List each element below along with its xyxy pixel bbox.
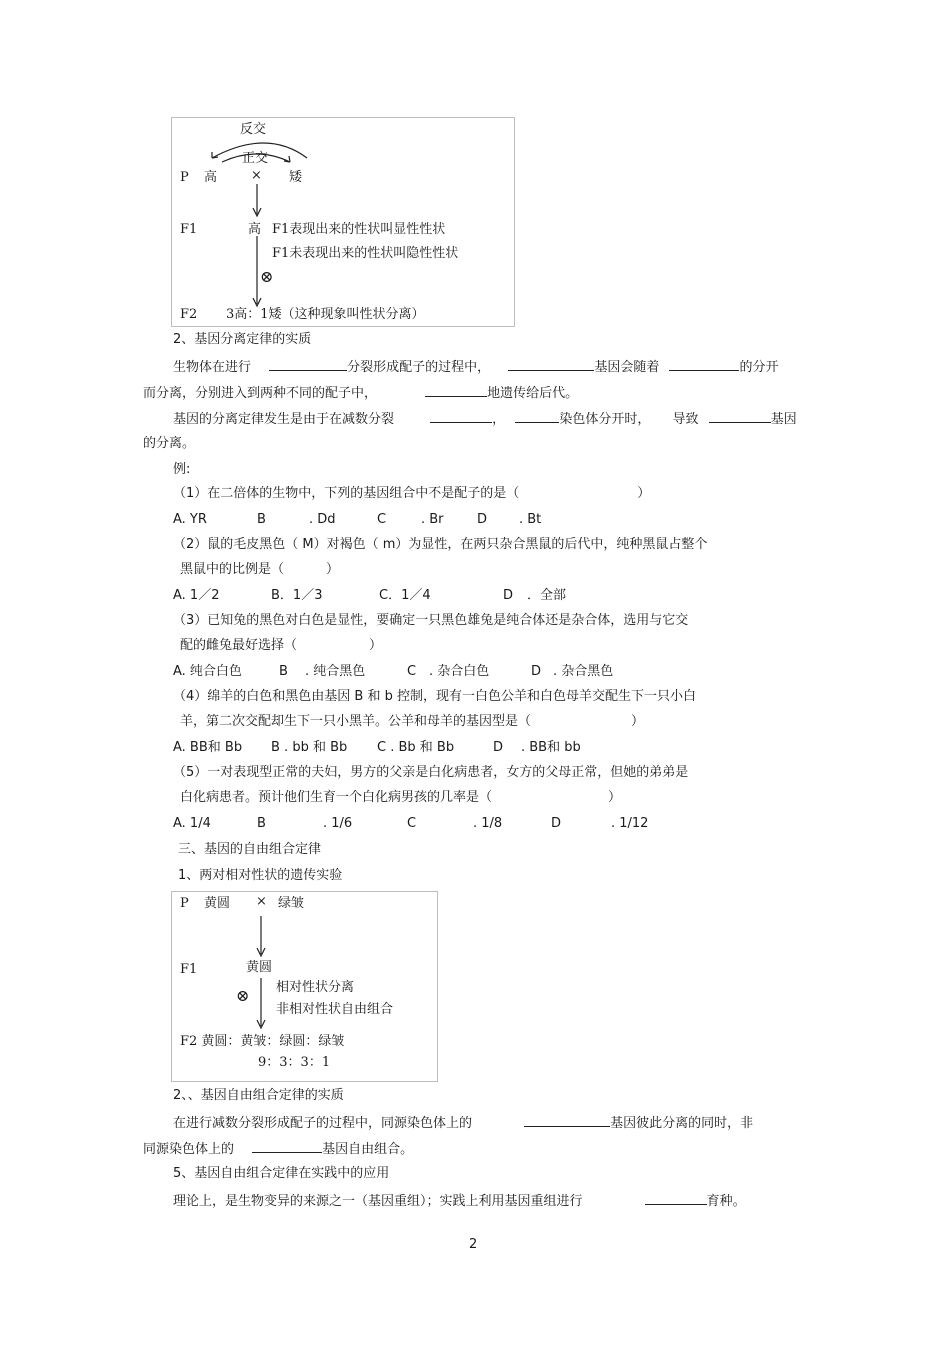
question-3-stem: （3）已知兔的黑色对白色是显性，要确定一只黑色雄兔是纯合体还是杂合体，选用与它交	[173, 613, 689, 628]
figure-dihybrid-cross	[171, 891, 438, 1082]
f2-ratio: 9：3：3：1	[258, 1055, 331, 1070]
question-1-stem: （1）在二倍体的生物中，下列的基因组合中不是配子的是（ ）	[173, 486, 651, 501]
free-combination-note: 非相对性状自由组合	[276, 1002, 394, 1017]
question-5-stem-cont: 白化病患者。预计他们生育一个白化病男孩的几率是（ ）	[180, 790, 622, 805]
application-paragraph: 理论上，是生物变异的来源之一（基因重组）；实践上利用基因重组进行 育种。	[173, 1194, 746, 1209]
question-4-stem: （4）绵羊的白色和黑色由基因 B 和 b 控制，现有一白色公羊和白色母羊交配生下一只小白	[173, 689, 696, 704]
blank-5[interactable]	[430, 410, 492, 423]
section-heading-independent-assortment: 三、基因的自由组合定律	[178, 842, 322, 857]
page-number: 2	[469, 1237, 478, 1252]
example-label: 例:	[173, 462, 191, 477]
p-generation-label: P	[180, 896, 189, 911]
question-2-stem-cont: 黑鼠中的比例是（ ）	[180, 562, 340, 577]
assortment-paragraph-1-cont: 同源染色体上的 基因自由组合。	[143, 1142, 414, 1157]
question-2-stem: （2）鼠的毛皮黑色（ M）对褐色（ m）为显性，在两只杂合黑鼠的后代中，纯种黑鼠占整个	[173, 537, 708, 552]
cross-symbol: ×	[256, 894, 267, 909]
blank-6[interactable]	[515, 410, 559, 423]
blank-2[interactable]	[508, 358, 594, 371]
f1-yellow-round: 黄圆	[246, 960, 273, 975]
segregation-paragraph-2-cont: 的分离。	[143, 436, 196, 451]
question-3-options: A. 纯合白色 B . 纯合黑色 C . 杂合白色 D . 杂合黑色	[173, 664, 614, 679]
f2-generation-label: F2	[180, 307, 198, 322]
f2-ratio: 3高：1矮（这种现象叫性状分离）	[226, 307, 425, 322]
selfing-symbol: ⊗	[260, 267, 274, 286]
f1-generation-label: F1	[180, 962, 198, 977]
question-4-options: A. BB和 Bb B . bb 和 Bb C . Bb 和 Bb D . BB和 bb	[173, 740, 581, 755]
blank-3[interactable]	[669, 358, 739, 371]
figure-monohybrid-cross	[171, 117, 515, 327]
blank-4[interactable]	[425, 384, 487, 397]
f1-tall: 高	[248, 222, 262, 237]
direct-cross-label: 正交	[242, 151, 269, 166]
segregation-paragraph-1: 生物体在进行 分裂形成配子的过程中， 基因会随着 的分开	[173, 360, 779, 375]
p-generation-label: P	[180, 170, 189, 185]
f2-phenotypes: F2 黄圆：黄皱：绿圆：绿皱	[180, 1034, 345, 1049]
blank-10[interactable]	[645, 1192, 707, 1205]
section-heading-application: 5、基因自由组合定律在实践中的应用	[173, 1166, 390, 1181]
yellow-round-parent: 黄圆	[204, 896, 231, 911]
blank-1[interactable]	[269, 358, 347, 371]
question-2-options: A. 1／2 B．1／3 C．1／4 D ．全部	[173, 588, 567, 603]
cross-symbol: ×	[251, 168, 262, 183]
question-1-options: A. YR B . Dd C . Br D . Bt	[173, 512, 542, 527]
f1-generation-label: F1	[180, 222, 198, 237]
question-3-stem-cont: 配的雌兔最好选择（ ）	[180, 638, 383, 653]
section-heading-assortment-essence: 2、、基因自由组合定律的实质	[173, 1088, 344, 1103]
segregation-paragraph-1-cont: 而分离，分别进入到两种不同的配子中， 地遗传给后代。	[143, 386, 579, 401]
short-parent: 矮	[289, 170, 303, 185]
tall-parent: 高	[204, 170, 218, 185]
reciprocal-cross-label: 反交	[240, 122, 267, 137]
recessive-note: F1未表现出来的性状叫隐性性状	[272, 246, 459, 261]
section-heading-segregation: 2、基因分离定律的实质	[173, 332, 312, 347]
assortment-paragraph-1: 在进行减数分裂形成配子的过程中，同源染色体上的 基因彼此分离的同时，非	[173, 1116, 754, 1131]
green-wrinkled-parent: 绿皱	[278, 896, 305, 911]
question-5-options: A. 1/4 B . 1/6 C . 1/8 D . 1/12	[173, 816, 649, 831]
question-4-stem-cont: 羊，第二次交配却生下一只小黑羊。公羊和母羊的基因型是（ ）	[180, 714, 645, 729]
question-5-stem: （5）一对表现型正常的夫妇，男方的父亲是白化病患者，女方的父母正常，但她的弟弟是	[173, 765, 689, 780]
blank-9[interactable]	[252, 1140, 322, 1153]
blank-7[interactable]	[709, 410, 771, 423]
blank-8[interactable]	[524, 1114, 610, 1127]
segregation-paragraph-2: 基因的分离定律发生是由于在减数分裂 ， 染色体分开时， 导致 基因	[173, 412, 797, 427]
selfing-symbol: ⊗	[236, 986, 250, 1005]
segregation-note: 相对性状分离	[276, 980, 355, 995]
subheading-dihybrid-experiment: 1、两对相对性状的遗传实验	[178, 868, 343, 883]
dominant-note: F1表现出来的性状叫显性性状	[272, 222, 446, 237]
